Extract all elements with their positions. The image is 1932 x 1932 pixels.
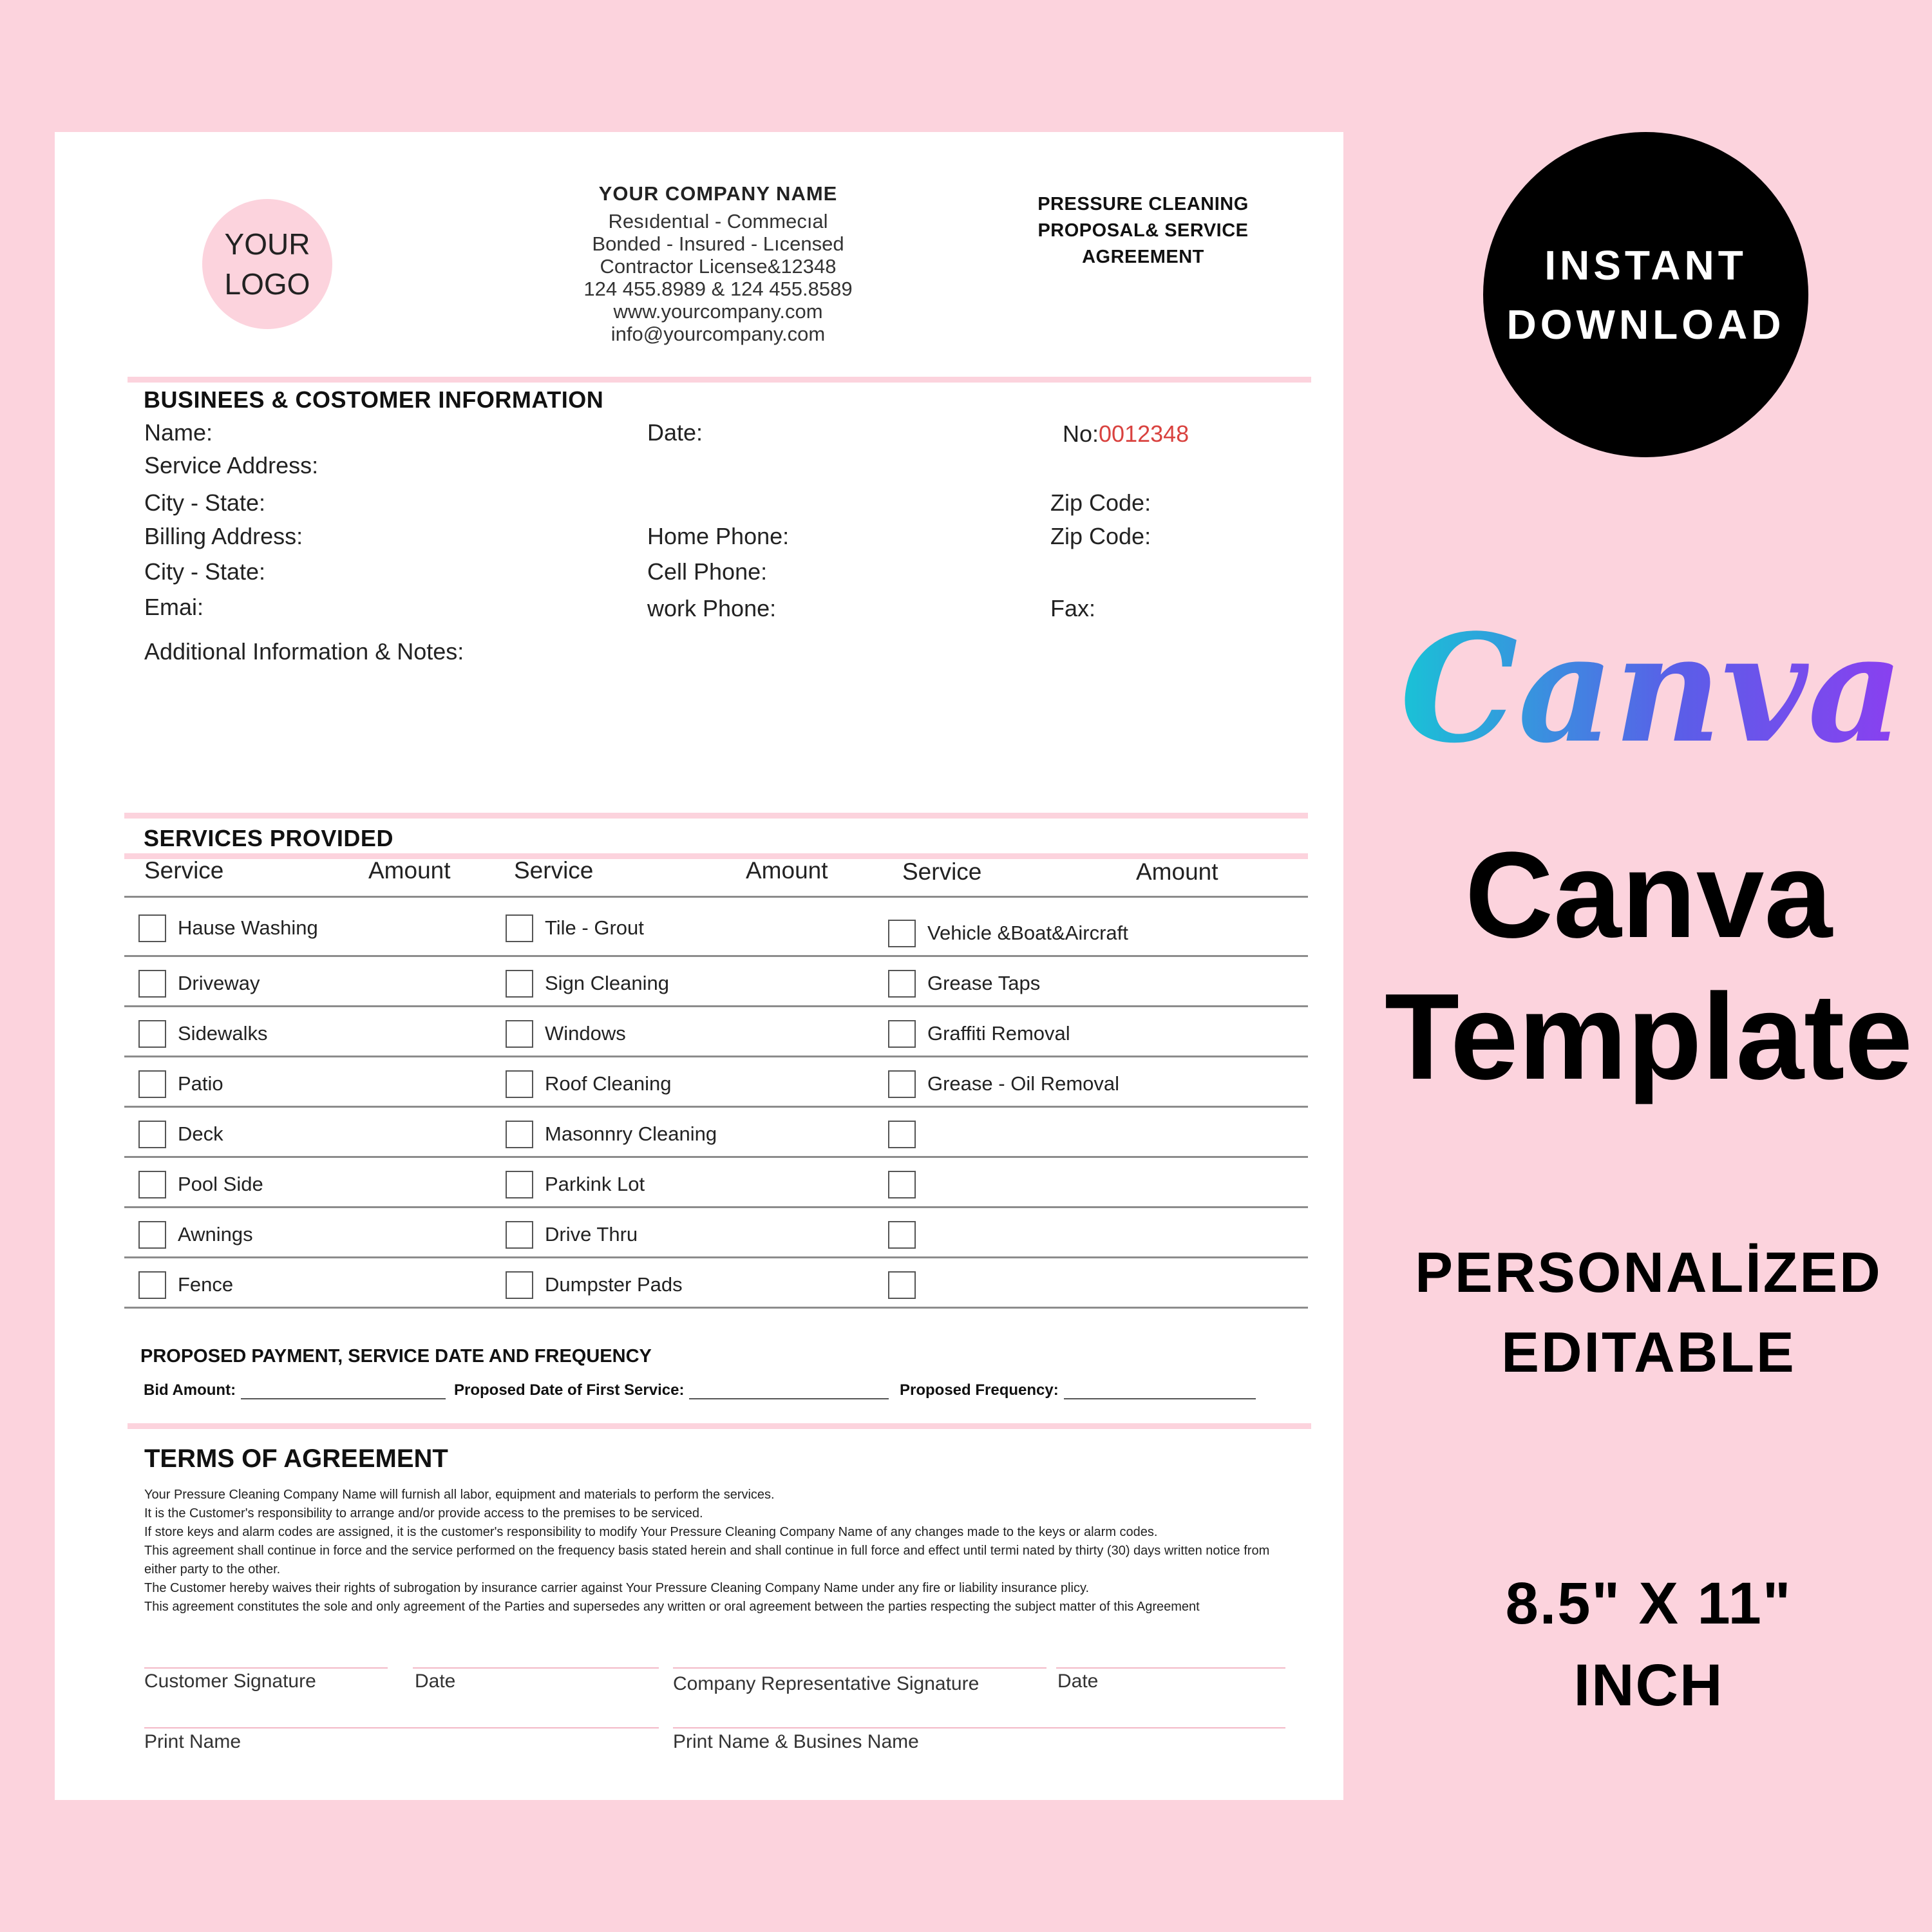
company-line-2: Bonded - Insured - Lıcensed [592,232,844,255]
checkbox[interactable] [888,1221,916,1249]
checkbox[interactable] [138,1271,166,1299]
print-name-label: Print Name [144,1731,242,1752]
promo-title-line-2: Template [1384,969,1913,1105]
service-label: Awnings [178,1223,253,1245]
service-item-house-washing[interactable] [138,913,318,943]
billing-city-state-label: City - State: [144,558,266,585]
checkbox[interactable] [506,1271,533,1299]
checkbox[interactable] [138,1171,166,1198]
terms-line: It is the Customer's responsibility to arrange and/or provide access to the premises to be serviced. [144,1506,703,1520]
promo-title-line-1: Canva [1464,827,1833,963]
terms-section-title: TERMS OF AGREEMENT [144,1444,448,1473]
promo-size: 8.5" X 11" [1505,1571,1792,1636]
service-label: Sidewalks [178,1022,268,1045]
document-title [1021,191,1265,270]
service-item-deck[interactable] [138,1119,223,1149]
company-line-5: www.yourcompany.com [613,300,823,323]
service-item-sign-cleaning[interactable] [506,969,669,998]
table-row-divider [124,955,1308,957]
checkbox[interactable] [506,1121,533,1148]
instant-download-badge [1483,132,1808,457]
service-item-driveway[interactable] [138,969,260,998]
service-item-sidewalks[interactable] [138,1019,268,1048]
divider [128,377,1311,383]
table-row-divider [124,1156,1308,1158]
service-label: Windows [545,1022,626,1045]
col-header-amount-1: Amount [368,857,451,884]
name-field-label: Name: [144,419,213,446]
col-header-amount-3: Amount [1136,858,1218,885]
service-item-awnings[interactable] [138,1220,253,1249]
customer-signature-label: Customer Signature [144,1671,316,1692]
checkbox[interactable] [506,1020,533,1048]
customer-date-label: Date [415,1671,456,1692]
company-block [528,182,908,345]
fax-label: Fax: [1050,595,1096,621]
col-header-amount-2: Amount [746,857,828,884]
service-item-blank[interactable] [888,1170,927,1199]
company-line-6: info@yourcompany.com [611,323,826,345]
canva-logo-wordmark [1400,602,1904,779]
service-label: Parkink Lot [545,1173,645,1195]
first-service-date-input-line[interactable] [689,1380,889,1399]
service-item-blank[interactable] [888,1270,927,1300]
service-item-pool-side[interactable] [138,1170,263,1199]
document-number [1063,421,1189,448]
company-line-4: 124 455.8989 & 124 455.8589 [583,278,853,300]
zip-code-label: Zip Code: [1050,489,1151,516]
company-date-line[interactable] [1056,1667,1285,1669]
checkbox[interactable] [138,914,166,942]
canva-logo-text: Canva [1400,602,1904,776]
service-item-grease-taps[interactable] [888,969,1040,998]
checkbox[interactable] [888,1020,916,1048]
city-state-label: City - State: [144,489,266,516]
service-item-vehicle-boat-aircraft[interactable] [888,918,1128,948]
document-title-line-1: PRESSURE CLEANING [1037,194,1249,214]
checkbox[interactable] [138,1221,166,1249]
table-row-divider [124,1005,1308,1007]
service-label: Dumpster Pads [545,1273,683,1296]
notes-label: Additional Information & Notes: [144,638,464,665]
checkbox[interactable] [138,1020,166,1048]
checkbox[interactable] [138,970,166,998]
first-service-date-label: Proposed Date of First Service: [454,1381,685,1399]
service-label: Tile - Grout [545,916,644,939]
service-item-grease-oil-removal[interactable] [888,1069,1119,1099]
service-address-label: Service Address: [144,452,319,478]
service-label: Drive Thru [545,1223,638,1245]
document-title-line-3: AGREEMENT [1082,247,1204,267]
table-row-divider [124,1056,1308,1057]
terms-line: This agreement shall continue in force and the service performed on the frequency basis stated herein and shall continue in full force and effect until termi nated by thirty (30) days written notice from either party to the other. [144,1544,1270,1577]
print-name-line[interactable] [144,1727,659,1728]
services-section-title: SERVICES PROVIDED [144,825,393,851]
checkbox[interactable] [138,1121,166,1148]
service-item-blank[interactable] [888,1220,927,1249]
company-signature-label: Company Representative Signature [673,1673,980,1694]
service-label: Deck [178,1122,223,1145]
print-name-business-label: Print Name & Busines Name [673,1731,919,1752]
checkbox[interactable] [888,1171,916,1198]
service-label: Fence [178,1273,234,1296]
billing-address-label: Billing Address: [144,523,303,549]
col-header-service-3: Service [902,858,982,885]
bid-amount-input-line[interactable] [241,1380,446,1399]
checkbox[interactable] [506,1070,533,1098]
terms-line: This agreement constitutes the sole and only agreement of the Parties and supersedes any written or oral agreement between the parties respecting the subject matter of this Agreement [144,1600,1200,1614]
number-label: No: [1063,421,1099,447]
service-label: Masonnry Cleaning [545,1122,717,1145]
promo-editable: EDITABLE [1501,1320,1796,1384]
bid-amount-label: Bid Amount: [144,1381,236,1399]
checkbox[interactable] [506,1221,533,1249]
company-signature-line[interactable] [673,1667,1046,1669]
proposal-sheet [55,132,1343,1800]
table-row-divider [124,1307,1308,1309]
service-label: Roof Cleaning [545,1072,672,1095]
frequency-field[interactable] [900,1380,1256,1399]
terms-line: If store keys and alarm codes are assigned, it is the customer's responsibility to modify Your Pressure Cleaning Company Name of any changes made to the keys or alarm codes. [144,1525,1158,1539]
customer-signature-line[interactable] [144,1667,388,1669]
service-label: Hause Washing [178,916,318,939]
promo-size-unit: INCH [1573,1653,1724,1718]
service-item-drive-thru[interactable] [506,1220,638,1249]
company-line-3: Contractor License&12348 [600,255,837,278]
first-service-date-field[interactable] [454,1380,889,1399]
table-row-divider [124,1256,1308,1258]
logo-text-line-1: YOUR [224,227,310,261]
company-name: YOUR COMPANY NAME [598,182,838,205]
home-phone-label: Home Phone: [647,523,790,549]
frequency-input-line[interactable] [1064,1380,1256,1399]
service-item-graffiti-removal[interactable] [888,1019,1070,1048]
badge-line-1: INSTANT [1544,242,1747,289]
service-label: Patio [178,1072,223,1095]
checkbox[interactable] [888,1070,916,1098]
badge-line-2: DOWNLOAD [1506,301,1785,348]
service-item-fence[interactable] [138,1270,233,1300]
logo-text-line-2: LOGO [224,267,310,301]
terms-line: Your Pressure Cleaning Company Name will furnish all labor, equipment and materials to perform the services. [144,1488,775,1502]
service-item-parking-lot[interactable] [506,1170,645,1199]
promo-personalized: PERSONALİZED [1415,1240,1882,1304]
company-line-1: Resıdentıal - Commecıal [608,210,828,232]
date-field-label: Date: [647,419,703,446]
service-label: Pool Side [178,1173,263,1195]
col-header-service-2: Service [514,857,594,884]
table-row-divider [124,1206,1308,1208]
service-item-tile-grout[interactable] [506,913,644,943]
checkbox[interactable] [138,1070,166,1098]
service-label: Grease Taps [927,972,1041,994]
billing-zip-code-label: Zip Code: [1050,523,1151,549]
number-value: 0012348 [1099,421,1189,447]
terms-text [144,1486,1303,1616]
checkbox[interactable] [888,1271,916,1299]
canva-logo [1400,602,1904,809]
document-title-line-2: PROPOSAL& SERVICE [1037,220,1249,241]
service-item-roof-cleaning[interactable] [506,1069,671,1099]
cell-phone-label: Cell Phone: [647,558,768,585]
divider [124,853,1308,859]
print-name-business-line[interactable] [673,1727,1285,1728]
checkbox[interactable] [888,970,916,998]
service-label: Graffiti Removal [927,1022,1070,1045]
checkbox[interactable] [506,1171,533,1198]
logo-placeholder [202,199,332,329]
frequency-label: Proposed Frequency: [900,1381,1059,1399]
bid-amount-field[interactable] [144,1380,446,1399]
work-phone-label: work Phone: [647,595,777,621]
service-item-blank[interactable] [888,1119,927,1149]
table-row-divider [124,1106,1308,1108]
divider [124,813,1308,819]
checkbox[interactable] [888,920,916,947]
divider [128,1423,1311,1429]
service-item-dumpster-pads[interactable] [506,1270,683,1300]
checkbox[interactable] [506,970,533,998]
col-header-service-1: Service [144,857,224,884]
service-item-patio[interactable] [138,1069,223,1099]
customer-date-line[interactable] [413,1667,659,1669]
service-item-windows[interactable] [506,1019,626,1048]
service-label: Grease - Oil Removal [927,1072,1120,1095]
company-date-label: Date [1057,1671,1099,1692]
checkbox[interactable] [506,914,533,942]
terms-line: The Customer hereby waives their rights of subrogation by insurance carrier against Your Pressure Cleaning Company Name under any fire or liability insurance plicy. [144,1581,1090,1595]
service-label: Vehicle &Boat&Aircraft [927,922,1128,944]
service-label: Driveway [178,972,260,994]
service-label: Sign Cleaning [545,972,670,994]
table-row-divider [124,896,1308,898]
service-item-masonry-cleaning[interactable] [506,1119,717,1149]
info-section-title: BUSINEES & COSTOMER INFORMATION [144,386,604,413]
email-label: Emai: [144,594,204,620]
payment-section-title: PROPOSED PAYMENT, SERVICE DATE AND FREQUENCY [140,1346,652,1367]
checkbox[interactable] [888,1121,916,1148]
